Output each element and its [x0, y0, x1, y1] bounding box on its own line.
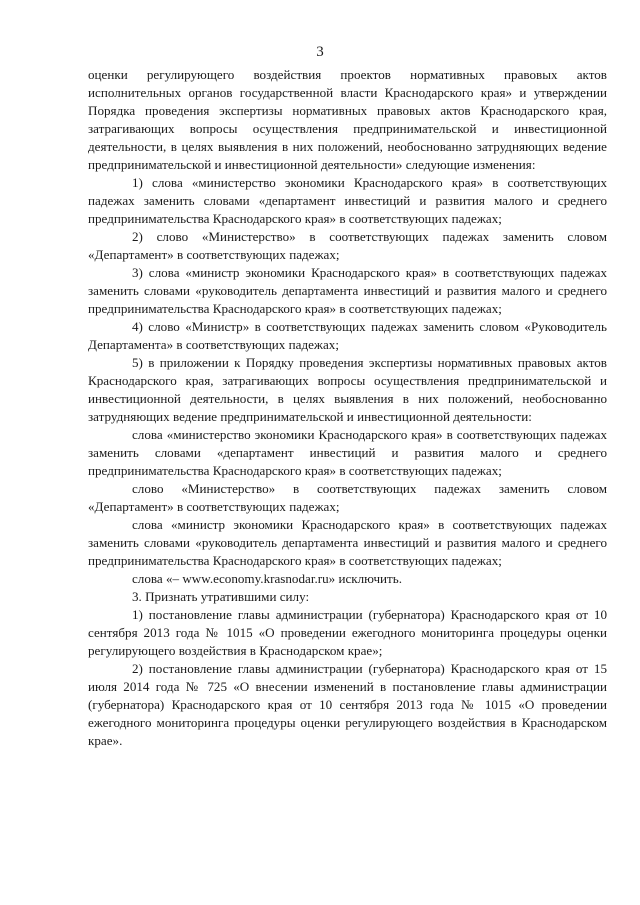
paragraph-section-3: 3. Признать утратившими силу:: [132, 589, 310, 604]
paragraph-sub-3: слова «министр экономики Краснодарского края» в соответствующих падежах заменить словами «руководитель департамента инвестиций и развития малого и среднего предпринимательства Краснодарского края» в соответствующих падежах;: [88, 517, 607, 568]
paragraph-sub-2: слово «Министерство» в соответствующих падежах заменить словом «Департамент» в соответствующих падежах;: [88, 481, 607, 514]
paragraph-item-4: 4) слово «Министр» в соответствующих падежах заменить словом «Руководитель Департамента» в соответствующих падежах;: [88, 319, 607, 352]
document-body: [88, 66, 607, 750]
paragraph-item-2: 2) слово «Министерство» в соответствующих падежах заменить словом «Департамент» в соответствующих падежах;: [88, 229, 607, 262]
paragraph-repeal-2: 2) постановление главы администрации (губернатора) Краснодарского края от 15 июля 2014 года № 725 «О внесении изменений в постановление главы администрации (губернатора) Краснодарского края от 10 сентября 2013 года № 1015 «О проведении ежегодного мониторинга процедуры оценки регулирующего воздействия в Краснодарском крае».: [88, 661, 607, 748]
paragraph-item-3: 3) слова «министр экономики Краснодарского края» в соответствующих падежах заменить словами «руководитель департамента инвестиций и развития малого и среднего предпринимательства Краснодарского края» в соответствующих падежах;: [88, 265, 607, 316]
paragraph-item-5: 5) в приложении к Порядку проведения экспертизы нормативных правовых актов Краснодарского края, затрагивающих вопросы осуществления предпринимательской и инвестиционной деятельности, в целях выявления в них положений, необоснованно затрудняющих ведение предпринимательской и инвестиционной деятельности:: [88, 355, 607, 424]
page-number: 3: [316, 44, 324, 60]
paragraph-item-1: 1) слова «министерство экономики Краснодарского края» в соответствующих падежах заменить словами «департамент инвестиций и развития малого и среднего предпринимательства Краснодарского края» в соответствующих падежах;: [88, 175, 607, 226]
paragraph-continuation: оценки регулирующего воздействия проектов нормативных правовых актов исполнительных органов государственной власти Краснодарского края» и утверждении Порядка проведения экспертизы нормативных правовых актов Краснодарского края, затрагивающих вопросы осуществления предпринимательской и инвестиционной деятельности, в целях выявления в них положений, необоснованно затрудняющих ведение предпринимательской и инвестиционной деятельности» следующие изменения:: [88, 67, 607, 172]
paragraph-repeal-1: 1) постановление главы администрации (губернатора) Краснодарского края от 10 сентября 2013 года № 1015 «О проведении ежегодного мониторинга процедуры оценки регулирующего воздействия в Краснодарском крае»;: [88, 607, 607, 658]
paragraph-sub-4: слова «– www.economy.krasnodar.ru» исключить.: [132, 571, 403, 586]
paragraph-sub-1: слова «министерство экономики Краснодарского края» в соответствующих падежах заменить словами «департамент инвестиций и развития малого и среднего предпринимательства Краснодарского края» в соответствующих падежах;: [88, 427, 607, 478]
